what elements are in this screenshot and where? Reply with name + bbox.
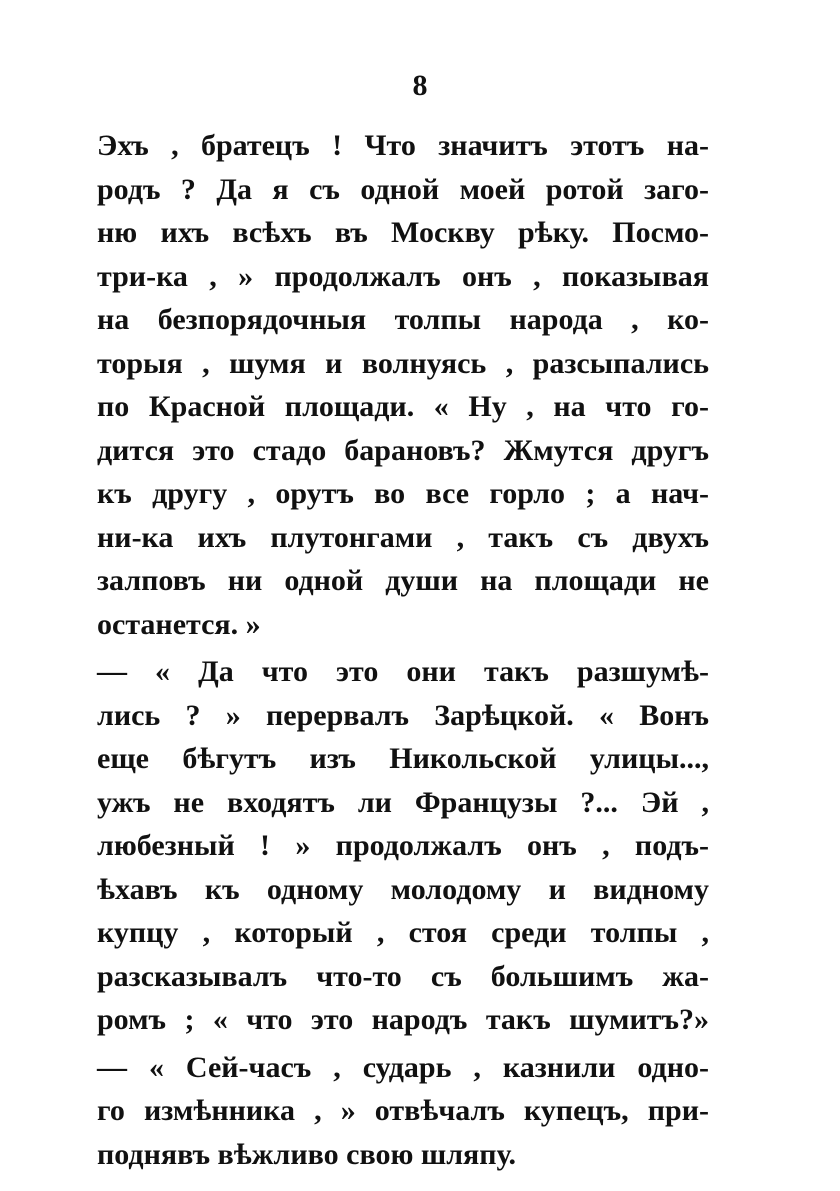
- text-line: торыя , шумя и волнуясь , разсыпались: [97, 346, 709, 380]
- text-line: по Красной площади. « Ну , на что го-: [97, 390, 709, 423]
- text-line: — « Сей-часъ , сударь , казнили одно-: [97, 1050, 709, 1084]
- text-line: еще бѣгутъ изъ Никольской улицы...,: [97, 742, 709, 775]
- text-line: ѣхавъ къ одному молодому и видному: [97, 872, 709, 906]
- text-line: лись ? » перервалъ Зарѣцкой. « Вонъ: [97, 698, 709, 732]
- text-line: ужъ не входятъ ли Французы ?... Эй ,: [97, 785, 709, 819]
- text-line: любезный ! » продолжалъ онъ , подъ-: [97, 829, 709, 862]
- text-line: ромъ ; « что это народъ такъ шумитъ?»: [97, 1003, 709, 1036]
- text-line: три-ка , » продолжалъ онъ , показывая: [97, 259, 709, 293]
- text-line: Эхъ , братецъ ! Что значитъ этотъ на-: [97, 129, 709, 162]
- text-line: купцу , который , стоя среди толпы ,: [97, 916, 709, 949]
- body-text: [97, 124, 709, 1176]
- text-line: на безпорядочныя толпы народа , ко-: [97, 303, 709, 336]
- text-line: дится это стадо барановъ? Жмутся другъ: [97, 433, 709, 467]
- page-number: 8: [412, 69, 428, 102]
- text-line: родъ ? Да я съ одной моей ротой заго-: [97, 172, 709, 206]
- text-line: го измѣнника , » отвѣчалъ купецъ, при-: [97, 1094, 709, 1127]
- text-line: залповъ ни одной души на площади не: [97, 564, 709, 597]
- text-line: — « Да что это они такъ разшумѣ-: [97, 655, 709, 688]
- text-line: останется. »: [97, 607, 261, 641]
- paragraph-3: [97, 1046, 709, 1177]
- paragraph-2: [97, 650, 709, 1042]
- text-line: ню ихъ всѣхъ въ Москву рѣку. Посмо-: [97, 216, 709, 249]
- text-line: разсказывалъ что-то съ большимъ жа-: [97, 959, 709, 993]
- paragraph-1: [97, 124, 709, 646]
- text-line: къ другу , орутъ во все горло ; а нач-: [97, 477, 709, 510]
- text-line: поднявъ вѣжливо свою шляпу.: [97, 1137, 517, 1171]
- text-line: ни-ка ихъ плутонгами , такъ съ двухъ: [97, 520, 709, 554]
